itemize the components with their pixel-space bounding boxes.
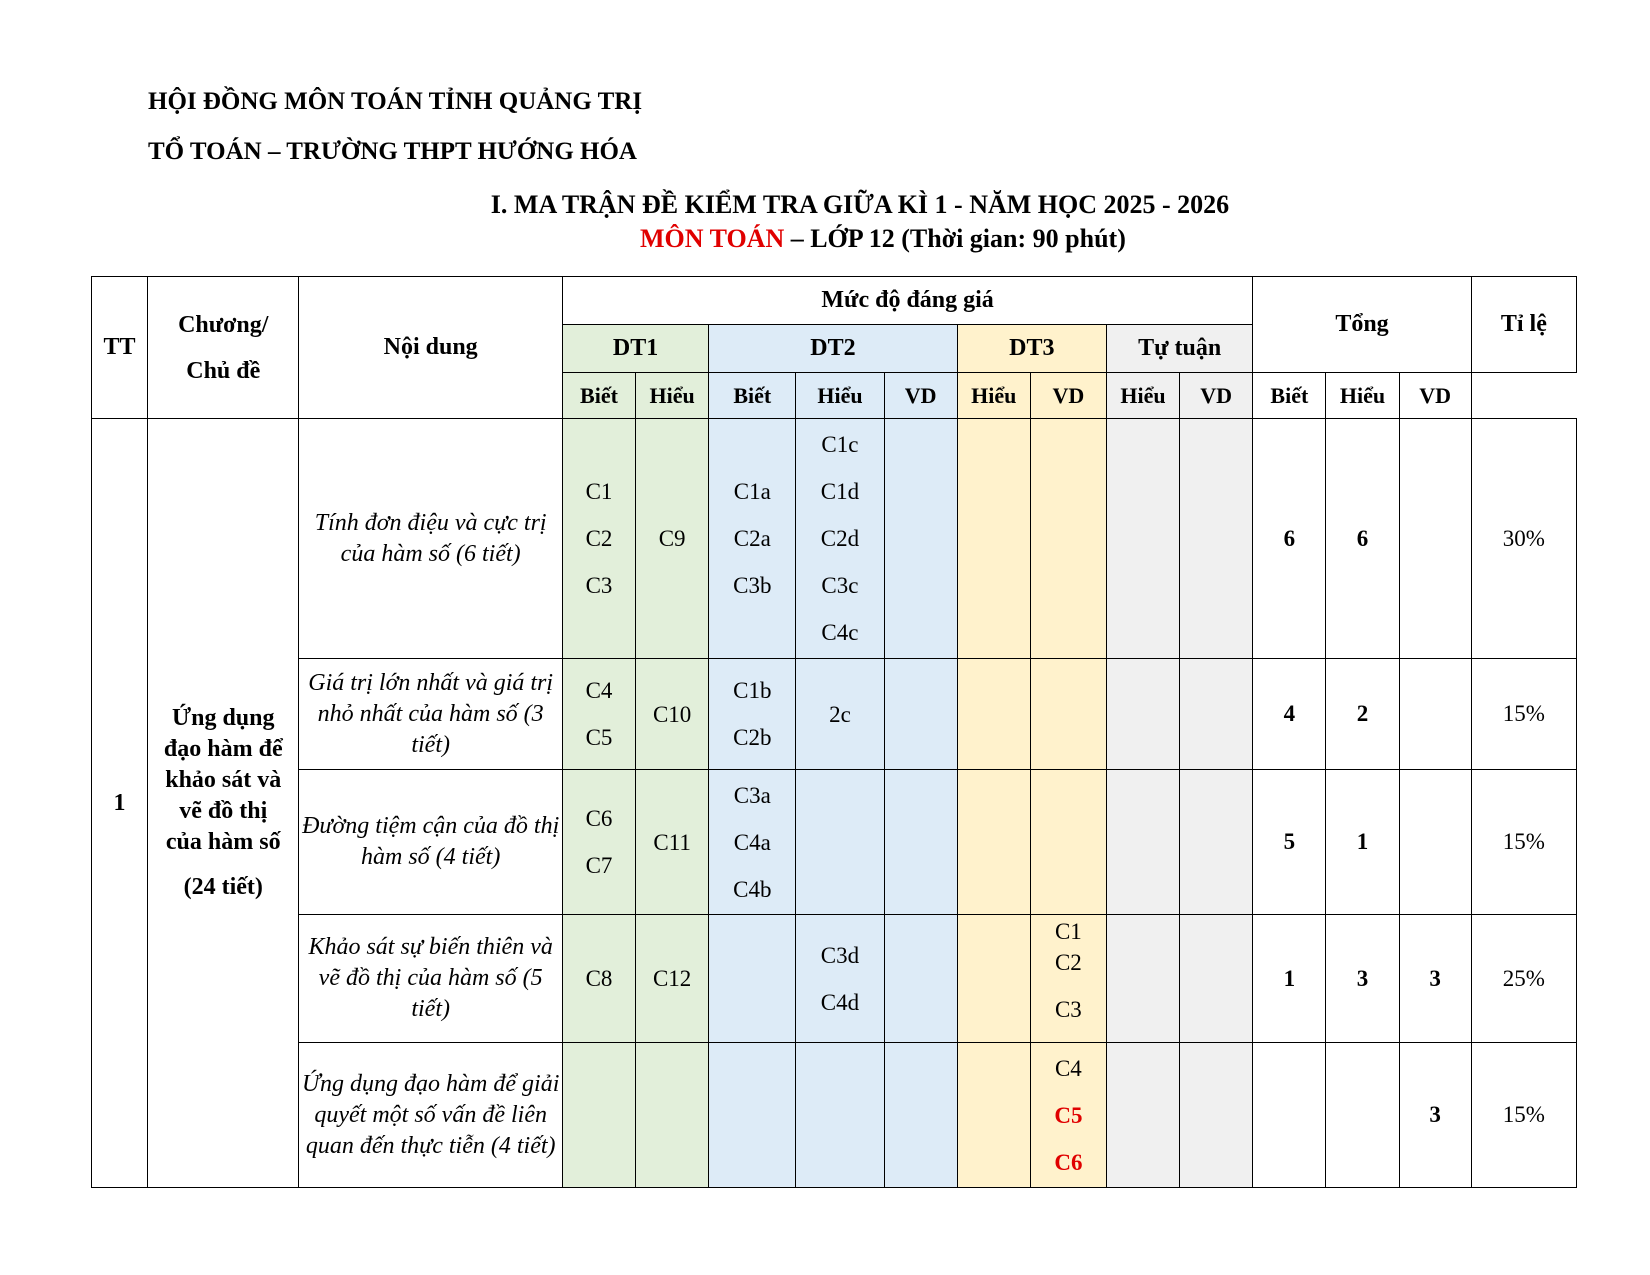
total-biet-cell	[1253, 1043, 1326, 1188]
dt1-biet-cell	[562, 1043, 635, 1188]
council-name: HỘI ĐỒNG MÔN TOÁN TỈNH QUẢNG TRỊ	[148, 88, 643, 115]
level-dt2-vd: VD	[884, 373, 957, 419]
total-hieu-cell: 1	[1326, 770, 1399, 915]
exam-matrix-table	[91, 276, 1577, 1188]
dt3-hieu-cell	[957, 1043, 1030, 1188]
header-dt2: DT2	[709, 325, 957, 373]
tt-hieu-cell	[1106, 659, 1179, 770]
level-tt-hieu: Hiểu	[1106, 373, 1179, 419]
dt1-biet-cell: C4 C5	[562, 659, 635, 770]
table-row	[92, 770, 1577, 915]
school-name: TỔ TOÁN – TRƯỜNG THPT HƯỚNG HÓA	[148, 138, 637, 165]
ratio-cell: 15%	[1471, 659, 1576, 770]
total-hieu-cell: 3	[1326, 915, 1399, 1043]
level-total-hieu: Hiểu	[1326, 373, 1399, 419]
dt3-vd-cell	[1030, 659, 1106, 770]
table-row	[92, 1043, 1577, 1188]
total-vd-cell	[1399, 770, 1471, 915]
dt3-hieu-cell	[957, 915, 1030, 1043]
dt2-vd-cell	[884, 419, 957, 659]
total-vd-cell: 3	[1399, 915, 1471, 1043]
dt3-vd-cell: C1 C2 C3	[1030, 915, 1106, 1043]
dt2-biet-cell: C1b C2b	[709, 659, 796, 770]
total-biet-cell: 5	[1253, 770, 1326, 915]
header-dt3: DT3	[957, 325, 1106, 373]
dt1-biet-cell: C6 C7	[562, 770, 635, 915]
tt-hieu-cell	[1106, 770, 1179, 915]
ratio-cell: 15%	[1471, 770, 1576, 915]
dt1-hieu-cell: C12	[636, 915, 709, 1043]
total-hieu-cell: 6	[1326, 419, 1399, 659]
dt2-biet-cell	[709, 1043, 796, 1188]
header-total: Tổng	[1253, 277, 1471, 373]
level-dt2-hieu: Hiểu	[796, 373, 884, 419]
dt2-hieu-cell: C1c C1d C2d C3c C4c	[796, 419, 884, 659]
tt-vd-cell	[1180, 915, 1253, 1043]
tt-vd-cell	[1180, 1043, 1253, 1188]
tt-hieu-cell	[1106, 419, 1179, 659]
level-total-biet: Biết	[1253, 373, 1326, 419]
dt2-hieu-cell	[796, 770, 884, 915]
total-biet-cell: 6	[1253, 419, 1326, 659]
dt3-hieu-cell	[957, 419, 1030, 659]
dt2-vd-cell	[884, 915, 957, 1043]
dt3-vd-cell	[1030, 770, 1106, 915]
total-vd-cell	[1399, 659, 1471, 770]
level-dt3-vd: VD	[1030, 373, 1106, 419]
header-tt: TT	[92, 277, 148, 419]
row-tt: 1	[92, 419, 148, 1188]
level-dt1-biet: Biết	[562, 373, 635, 419]
dt2-vd-cell	[884, 1043, 957, 1188]
ratio-cell: 25%	[1471, 915, 1576, 1043]
dt3-hieu-cell	[957, 770, 1030, 915]
tt-vd-cell	[1180, 419, 1253, 659]
dt2-biet-cell	[709, 915, 796, 1043]
table-row	[92, 915, 1577, 1043]
table-row	[92, 659, 1577, 770]
level-dt1-hieu: Hiểu	[636, 373, 709, 419]
document-subtitle	[640, 224, 1126, 254]
dt1-hieu-cell: C11	[636, 770, 709, 915]
total-vd-cell: 3	[1399, 1043, 1471, 1188]
topic-cell: Ứng dụng đạo hàm để khảo sát và vẽ đồ thị của hàm số (24 tiết)	[148, 419, 299, 1188]
content-cell: Ứng dụng đạo hàm để giải quyết một số vấn đề liên quan đến thực tiễn (4 tiết)	[299, 1043, 563, 1188]
total-hieu-cell: 2	[1326, 659, 1399, 770]
content-cell: Giá trị lớn nhất và giá trị nhỏ nhất của hàm số (3 tiết)	[299, 659, 563, 770]
dt3-vd-cell	[1030, 419, 1106, 659]
header-tu-tuan: Tự tuận	[1106, 325, 1252, 373]
dt1-hieu-cell	[636, 1043, 709, 1188]
dt1-biet-cell: C1 C2 C3	[562, 419, 635, 659]
tt-hieu-cell	[1106, 915, 1179, 1043]
level-total-vd: VD	[1399, 373, 1471, 419]
dt2-hieu-cell: 2c	[796, 659, 884, 770]
header-dt1: DT1	[562, 325, 708, 373]
dt2-vd-cell	[884, 659, 957, 770]
subject-details: – LỚP 12 (Thời gian: 90 phút)	[784, 224, 1126, 253]
total-hieu-cell	[1326, 1043, 1399, 1188]
header-chapter: Chương/ Chủ đề	[148, 277, 299, 419]
table-row	[92, 419, 1577, 659]
tt-hieu-cell	[1106, 1043, 1179, 1188]
content-cell: Khảo sát sự biến thiên và vẽ đồ thị của hàm số (5 tiết)	[299, 915, 563, 1043]
subject-name: MÔN TOÁN	[640, 224, 785, 253]
dt1-hieu-cell: C9	[636, 419, 709, 659]
dt2-biet-cell: C3a C4a C4b	[709, 770, 796, 915]
total-vd-cell	[1399, 419, 1471, 659]
level-dt2-biet: Biết	[709, 373, 796, 419]
dt2-vd-cell	[884, 770, 957, 915]
header-assessment-level: Mức độ đáng giá	[562, 277, 1252, 325]
dt1-hieu-cell: C10	[636, 659, 709, 770]
ratio-cell: 15%	[1471, 1043, 1576, 1188]
header-content: Nội dung	[299, 277, 563, 419]
level-dt3-hieu: Hiểu	[957, 373, 1030, 419]
total-biet-cell: 4	[1253, 659, 1326, 770]
dt3-hieu-cell	[957, 659, 1030, 770]
tt-vd-cell	[1180, 770, 1253, 915]
dt2-hieu-cell: C3d C4d	[796, 915, 884, 1043]
document-title: I. MA TRẬN ĐỀ KIỂM TRA GIỮA KÌ 1 - NĂM HỌC 2025 - 2026	[490, 190, 1230, 219]
total-biet-cell: 1	[1253, 915, 1326, 1043]
content-cell: Tính đơn điệu và cực trị của hàm số (6 tiết)	[299, 419, 563, 659]
tt-vd-cell	[1180, 659, 1253, 770]
dt2-hieu-cell	[796, 1043, 884, 1188]
dt3-vd-cell: C4 C5 C6	[1030, 1043, 1106, 1188]
dt1-biet-cell: C8	[562, 915, 635, 1043]
ratio-cell: 30%	[1471, 419, 1576, 659]
dt2-biet-cell: C1a C2a C3b	[709, 419, 796, 659]
content-cell: Đường tiệm cận của đồ thị hàm số (4 tiết)	[299, 770, 563, 915]
level-tt-vd: VD	[1180, 373, 1253, 419]
header-ratio: Tỉ lệ	[1471, 277, 1576, 373]
